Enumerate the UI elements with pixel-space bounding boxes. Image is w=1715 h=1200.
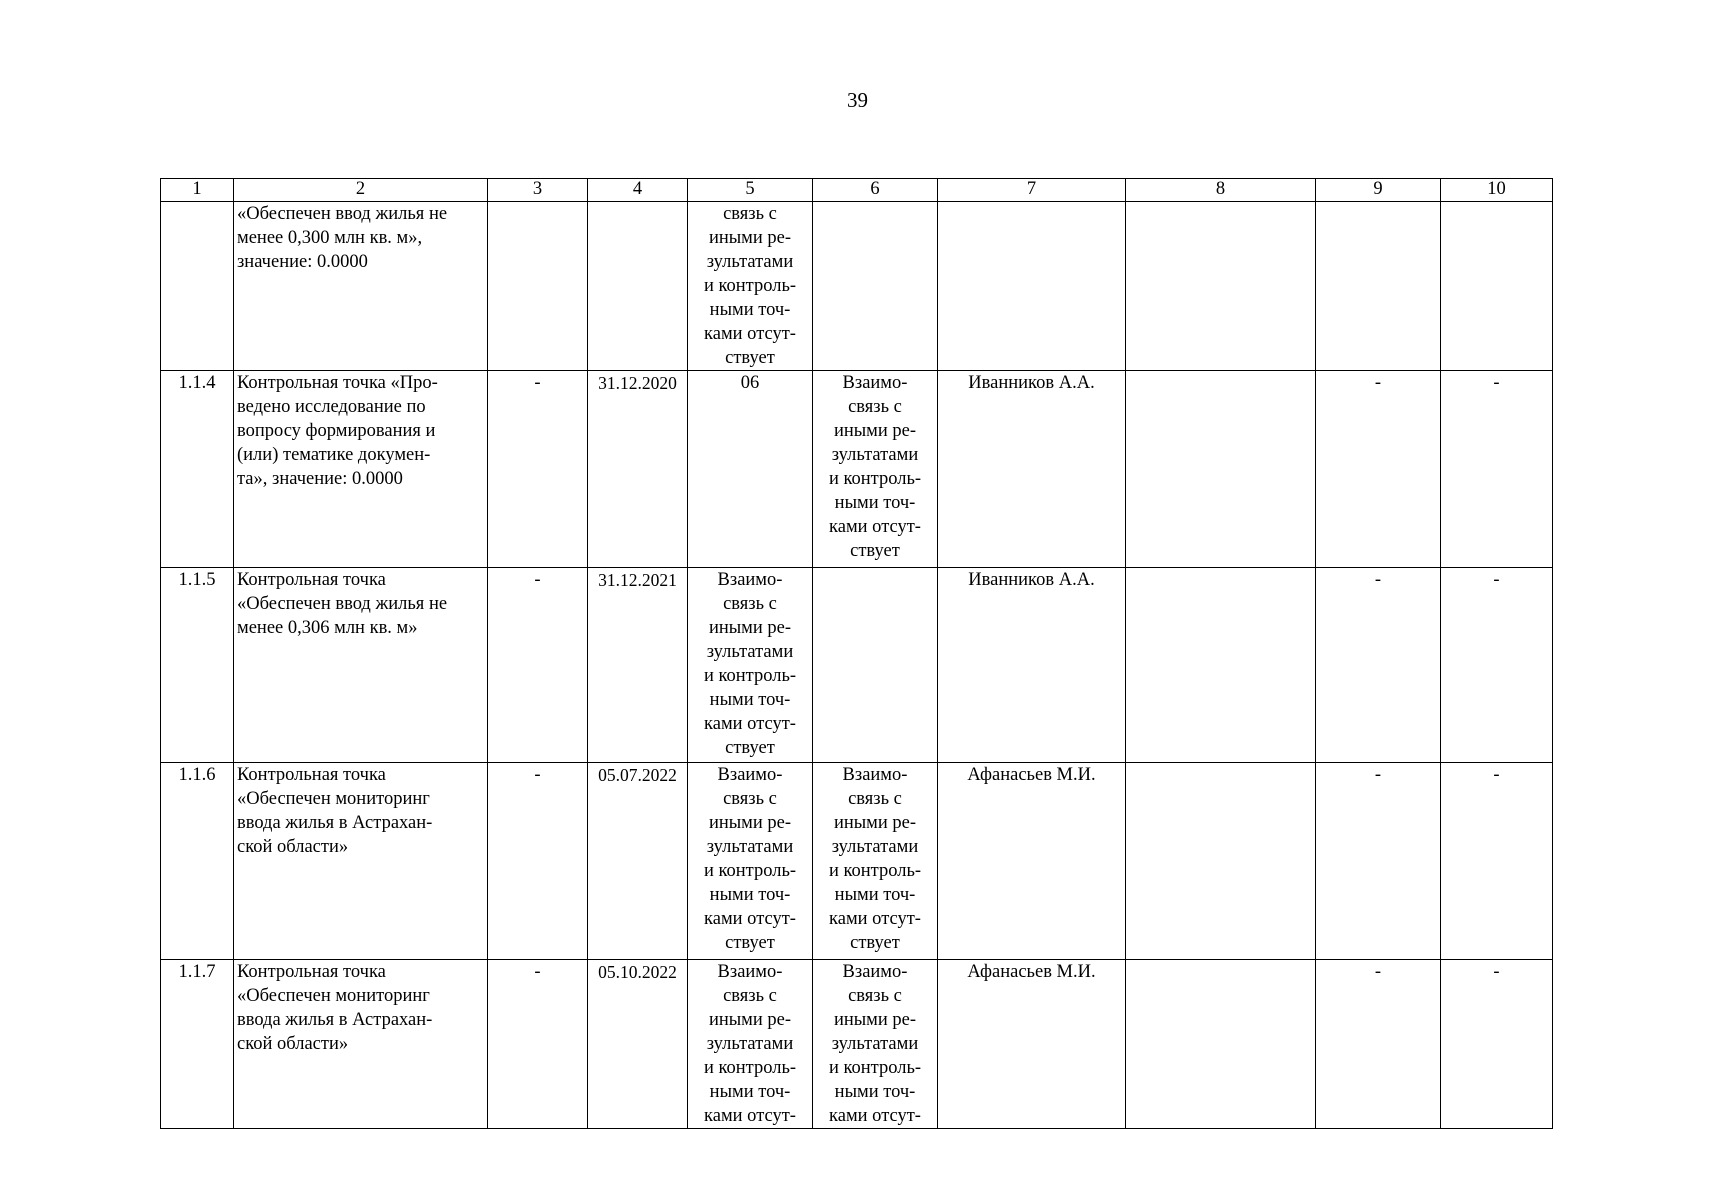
control-point-name: Контрольная точка «Про- ведено исследование по вопросу формирования и (или) тематике докумен- та», значение: 0.0000 <box>234 371 488 568</box>
column-header: 5 <box>688 179 813 202</box>
cell-col5: Взаимо- связь с иными ре- зультатами и контроль- ными точ- ками отсут- ствует <box>688 763 813 960</box>
deadline-date: 05.07.2022 <box>588 763 688 960</box>
cell-col8 <box>1126 568 1316 763</box>
cell-col3: - <box>488 568 588 763</box>
page-number: 39 <box>847 88 868 112</box>
deadline-date: 31.12.2021 <box>588 568 688 763</box>
table-row <box>161 568 1553 763</box>
cell-col10 <box>1441 202 1553 371</box>
cell-col3: - <box>488 960 588 1129</box>
cell-col10: - <box>1441 763 1553 960</box>
control-point-name: «Обеспечен ввод жилья не менее 0,300 млн кв. м», значение: 0.0000 <box>234 202 488 371</box>
cell-col9 <box>1316 202 1441 371</box>
cell-col5: Взаимо- связь с иными ре- зультатами и контроль- ными точ- ками отсут- <box>688 960 813 1129</box>
responsible-person: Иванников А.А. <box>938 371 1126 568</box>
column-header: 4 <box>588 179 688 202</box>
cell-col6 <box>813 568 938 763</box>
cell-col9: - <box>1316 960 1441 1129</box>
cell-col6: Взаимо- связь с иными ре- зультатами и контроль- ными точ- ками отсут- <box>813 960 938 1129</box>
cell-col5: связь с иными ре- зультатами и контроль- ными точ- ками отсут- ствует <box>688 202 813 371</box>
table-row <box>161 763 1553 960</box>
cell-col9: - <box>1316 371 1441 568</box>
column-header: 2 <box>234 179 488 202</box>
cell-col9: - <box>1316 763 1441 960</box>
control-point-name: Контрольная точка «Обеспечен мониторинг ввода жилья в Астрахан- ской области» <box>234 960 488 1129</box>
cell-col8 <box>1126 371 1316 568</box>
row-number: 1.1.7 <box>161 960 234 1129</box>
table-row <box>161 960 1553 1129</box>
deadline-date: 31.12.2020 <box>588 371 688 568</box>
cell-col6: Взаимо- связь с иными ре- зультатами и контроль- ными точ- ками отсут- ствует <box>813 763 938 960</box>
column-header: 1 <box>161 179 234 202</box>
column-header: 6 <box>813 179 938 202</box>
cell-col5: 06 <box>688 371 813 568</box>
responsible-person: Иванников А.А. <box>938 568 1126 763</box>
column-header: 7 <box>938 179 1126 202</box>
cell-col5: Взаимо- связь с иными ре- зультатами и контроль- ными точ- ками отсут- ствует <box>688 568 813 763</box>
cell-col10: - <box>1441 371 1553 568</box>
column-header: 9 <box>1316 179 1441 202</box>
cell-col6 <box>813 202 938 371</box>
row-number: 1.1.4 <box>161 371 234 568</box>
responsible-person: Афанасьев М.И. <box>938 960 1126 1129</box>
control-points-table <box>160 178 1553 1129</box>
cell-col8 <box>1126 202 1316 371</box>
cell-col3: - <box>488 371 588 568</box>
cell-col6: Взаимо- связь с иными ре- зультатами и контроль- ными точ- ками отсут- ствует <box>813 371 938 568</box>
deadline-date: 05.10.2022 <box>588 960 688 1129</box>
control-point-name: Контрольная точка «Обеспечен мониторинг ввода жилья в Астрахан- ской области» <box>234 763 488 960</box>
cell-col10: - <box>1441 568 1553 763</box>
responsible-person <box>938 202 1126 371</box>
table-row <box>161 202 1553 371</box>
control-point-name: Контрольная точка «Обеспечен ввод жилья не менее 0,306 млн кв. м» <box>234 568 488 763</box>
cell-col3: - <box>488 763 588 960</box>
row-number <box>161 202 234 371</box>
row-number: 1.1.6 <box>161 763 234 960</box>
deadline-date <box>588 202 688 371</box>
column-header: 8 <box>1126 179 1316 202</box>
column-header: 3 <box>488 179 588 202</box>
cell-col8 <box>1126 960 1316 1129</box>
column-header: 10 <box>1441 179 1553 202</box>
cell-col8 <box>1126 763 1316 960</box>
column-number-header-row <box>161 179 1553 202</box>
table-row <box>161 371 1553 568</box>
responsible-person: Афанасьев М.И. <box>938 763 1126 960</box>
cell-col3 <box>488 202 588 371</box>
cell-col9: - <box>1316 568 1441 763</box>
row-number: 1.1.5 <box>161 568 234 763</box>
cell-col10: - <box>1441 960 1553 1129</box>
